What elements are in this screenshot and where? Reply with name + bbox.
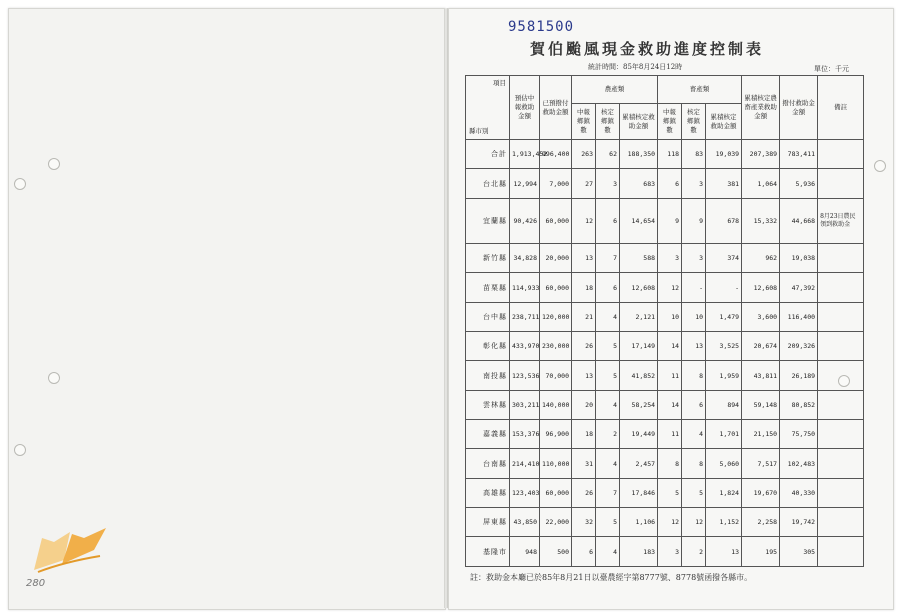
binder-hole [48, 372, 60, 384]
value-cell: 209,326 [780, 332, 818, 361]
progress-table [465, 75, 864, 567]
value-cell: 2 [596, 420, 620, 449]
value-cell: 1,959 [706, 361, 742, 390]
value-cell: 47,392 [780, 273, 818, 302]
value-cell: 17,149 [620, 332, 658, 361]
value-cell: 230,000 [540, 332, 572, 361]
value-cell: 783,411 [780, 140, 818, 169]
value-cell: 303,211 [510, 390, 540, 419]
value-cell: - [682, 273, 706, 302]
value-cell: 15,332 [742, 198, 780, 243]
value-cell: 116,400 [780, 302, 818, 331]
header-agri-reported: 中報鄉鎮數 [572, 104, 596, 140]
value-cell: 214,410 [510, 449, 540, 478]
value-cell: 683 [620, 169, 658, 198]
value-cell: 18 [572, 273, 596, 302]
value-cell: 12,994 [510, 169, 540, 198]
value-cell: 894 [706, 390, 742, 419]
value-cell: 1,106 [620, 508, 658, 537]
remark-cell [818, 478, 864, 507]
value-cell: 19,449 [620, 420, 658, 449]
remark-cell [818, 449, 864, 478]
serial-number: 9581500 [508, 19, 575, 35]
table-body [466, 140, 864, 567]
table-row [466, 478, 864, 507]
table-row [466, 332, 864, 361]
value-cell: 14,654 [620, 198, 658, 243]
table-row [466, 537, 864, 567]
value-cell: 123,536 [510, 361, 540, 390]
value-cell: 10 [658, 302, 682, 331]
value-cell: 5,060 [706, 449, 742, 478]
value-cell: 207,389 [742, 140, 780, 169]
header-livestock-reported: 中報鄉鎮數 [658, 104, 682, 140]
value-cell: 58,254 [620, 390, 658, 419]
table-row [466, 302, 864, 331]
value-cell: 12 [658, 508, 682, 537]
value-cell: 588 [620, 244, 658, 273]
county-cell: 合計 [466, 140, 510, 169]
value-cell: 26 [572, 478, 596, 507]
value-cell: 10 [682, 302, 706, 331]
header-total-approved: 累積核定農畜產業救助金額 [742, 76, 780, 140]
value-cell: 263 [572, 140, 596, 169]
value-cell: 12 [572, 198, 596, 243]
value-cell: 32 [572, 508, 596, 537]
value-cell: 6 [596, 198, 620, 243]
value-cell: 19,670 [742, 478, 780, 507]
value-cell: 12,608 [620, 273, 658, 302]
value-cell: 75,750 [780, 420, 818, 449]
value-cell: 962 [742, 244, 780, 273]
value-cell: 8 [658, 449, 682, 478]
value-cell: 2 [682, 537, 706, 567]
binder-hole [48, 158, 60, 170]
county-cell: 台中縣 [466, 302, 510, 331]
value-cell: 6 [682, 390, 706, 419]
value-cell: 374 [706, 244, 742, 273]
value-cell: 14 [658, 390, 682, 419]
value-cell: 9 [658, 198, 682, 243]
value-cell: 381 [706, 169, 742, 198]
value-cell: 102,483 [780, 449, 818, 478]
value-cell: 13 [706, 537, 742, 567]
value-cell: 31 [572, 449, 596, 478]
table-row [466, 244, 864, 273]
value-cell: 1,479 [706, 302, 742, 331]
value-cell: 1,701 [706, 420, 742, 449]
value-cell: 1,064 [742, 169, 780, 198]
binder-hole [14, 178, 26, 190]
county-cell: 屏東縣 [466, 508, 510, 537]
value-cell: 21,150 [742, 420, 780, 449]
header-agri-approved: 核定鄉鎮數 [596, 104, 620, 140]
value-cell: 5 [658, 478, 682, 507]
remark-cell [818, 244, 864, 273]
value-cell: 41,852 [620, 361, 658, 390]
value-cell: 43,811 [742, 361, 780, 390]
value-cell: 7 [596, 244, 620, 273]
remark-cell [818, 390, 864, 419]
footnote: 註：救助金本廳已於85年8月21日以臺農經字第8777號、8778號函撥各縣市。 [470, 573, 753, 582]
value-cell: 12 [682, 508, 706, 537]
value-cell: 118 [658, 140, 682, 169]
value-cell: 9 [682, 198, 706, 243]
value-cell: 60,000 [540, 478, 572, 507]
value-cell: 3 [658, 537, 682, 567]
remark-cell [818, 302, 864, 331]
value-cell: 3 [682, 244, 706, 273]
binder-hole [14, 444, 26, 456]
header-livestock-approved: 核定鄉鎮數 [682, 104, 706, 140]
header-allocated: 已預撥付救助金額 [540, 76, 572, 140]
value-cell: 18 [572, 420, 596, 449]
value-cell: 110,000 [540, 449, 572, 478]
value-cell: 26,189 [780, 361, 818, 390]
value-cell: 5 [596, 508, 620, 537]
value-cell: 948 [510, 537, 540, 567]
remark-cell [818, 169, 864, 198]
value-cell: 114,933 [510, 273, 540, 302]
value-cell: 62 [596, 140, 620, 169]
value-cell: 6 [572, 537, 596, 567]
value-cell: 17,846 [620, 478, 658, 507]
remark-cell [818, 420, 864, 449]
value-cell: 11 [658, 420, 682, 449]
county-cell: 基隆市 [466, 537, 510, 567]
value-cell: 80,852 [780, 390, 818, 419]
header-disbursed: 撥付救助金金額 [780, 76, 818, 140]
table-row [466, 420, 864, 449]
value-cell: 1,913,452 [510, 140, 540, 169]
value-cell: 13 [572, 244, 596, 273]
value-cell: 40,330 [780, 478, 818, 507]
value-cell: 3 [658, 244, 682, 273]
value-cell: 34,828 [510, 244, 540, 273]
value-cell: 26 [572, 332, 596, 361]
value-cell: 120,000 [540, 302, 572, 331]
value-cell: 27 [572, 169, 596, 198]
value-cell: 60,000 [540, 198, 572, 243]
value-cell: 123,403 [510, 478, 540, 507]
table-row [466, 361, 864, 390]
value-cell: 5,936 [780, 169, 818, 198]
value-cell: 12 [658, 273, 682, 302]
value-cell: 43,850 [510, 508, 540, 537]
county-cell: 苗栗縣 [466, 273, 510, 302]
value-cell: 140,000 [540, 390, 572, 419]
value-cell: 59,148 [742, 390, 780, 419]
value-cell: 3 [596, 169, 620, 198]
value-cell: 44,668 [780, 198, 818, 243]
county-cell: 台南縣 [466, 449, 510, 478]
county-cell: 嘉義縣 [466, 420, 510, 449]
value-cell: 4 [596, 449, 620, 478]
value-cell: 305 [780, 537, 818, 567]
value-cell: 19,038 [780, 244, 818, 273]
value-cell: 13 [572, 361, 596, 390]
value-cell: 678 [706, 198, 742, 243]
value-cell: 90,426 [510, 198, 540, 243]
value-cell: 13 [682, 332, 706, 361]
remark-cell [818, 273, 864, 302]
value-cell: 996,400 [540, 140, 572, 169]
value-cell: 19,039 [706, 140, 742, 169]
value-cell: 195 [742, 537, 780, 567]
value-cell: 20,000 [540, 244, 572, 273]
county-cell: 高雄縣 [466, 478, 510, 507]
remark-cell [818, 332, 864, 361]
value-cell: 238,711 [510, 302, 540, 331]
value-cell: 96,900 [540, 420, 572, 449]
value-cell: 3 [682, 169, 706, 198]
value-cell: 153,376 [510, 420, 540, 449]
header-livestock-amount: 累積核定救助金額 [706, 104, 742, 140]
county-cell: 雲林縣 [466, 390, 510, 419]
value-cell: 8 [682, 361, 706, 390]
county-cell: 新竹縣 [466, 244, 510, 273]
value-cell: 5 [596, 361, 620, 390]
table-row [466, 273, 864, 302]
value-cell: 433,970 [510, 332, 540, 361]
value-cell: 4 [682, 420, 706, 449]
remark-cell: 8月23日農民領到救助金 [818, 198, 864, 243]
value-cell: 21 [572, 302, 596, 331]
archive-logo-icon [24, 520, 120, 580]
county-cell: 台北縣 [466, 169, 510, 198]
value-cell: 1,152 [706, 508, 742, 537]
value-cell: 5 [596, 332, 620, 361]
county-cell: 宜蘭縣 [466, 198, 510, 243]
county-cell: 彰化縣 [466, 332, 510, 361]
value-cell: 60,000 [540, 273, 572, 302]
value-cell: 4 [596, 302, 620, 331]
value-cell: 11 [658, 361, 682, 390]
county-cell: 南投縣 [466, 361, 510, 390]
header-item-county: 項目 縣市別 [466, 76, 510, 140]
header-agri-group: 農產類 [572, 76, 658, 104]
document-title: 賀伯颱風現金救助進度控制表 [530, 40, 765, 58]
value-cell: 183 [620, 537, 658, 567]
value-cell: 19,742 [780, 508, 818, 537]
header-estimated: 預估中報救助金額 [510, 76, 540, 140]
header-remarks: 備註 [818, 76, 864, 140]
binder-hole [874, 160, 886, 172]
value-cell: 500 [540, 537, 572, 567]
table-row [466, 508, 864, 537]
value-cell: 1,824 [706, 478, 742, 507]
value-cell: 7,000 [540, 169, 572, 198]
handwritten-page-number: 280 [26, 578, 46, 589]
value-cell: 7 [596, 478, 620, 507]
unit-label: 單位：千元 [814, 65, 849, 73]
value-cell: 3,525 [706, 332, 742, 361]
table-row [466, 140, 864, 169]
value-cell: 8 [682, 449, 706, 478]
value-cell: 2,121 [620, 302, 658, 331]
table-row [466, 198, 864, 243]
value-cell: 6 [658, 169, 682, 198]
remark-cell [818, 140, 864, 169]
value-cell: 188,350 [620, 140, 658, 169]
table-row [466, 390, 864, 419]
value-cell: - [706, 273, 742, 302]
header-livestock-group: 畜產類 [658, 76, 742, 104]
table-row [466, 169, 864, 198]
value-cell: 2,457 [620, 449, 658, 478]
value-cell: 22,000 [540, 508, 572, 537]
value-cell: 5 [682, 478, 706, 507]
value-cell: 7,517 [742, 449, 780, 478]
value-cell: 14 [658, 332, 682, 361]
value-cell: 4 [596, 537, 620, 567]
value-cell: 70,000 [540, 361, 572, 390]
value-cell: 12,608 [742, 273, 780, 302]
value-cell: 2,258 [742, 508, 780, 537]
value-cell: 4 [596, 390, 620, 419]
value-cell: 20 [572, 390, 596, 419]
header-agri-amount: 累積核定救助金額 [620, 104, 658, 140]
remark-cell [818, 361, 864, 390]
stats-time: 統計時間：85年8月24日12時 [588, 63, 683, 71]
value-cell: 83 [682, 140, 706, 169]
value-cell: 20,674 [742, 332, 780, 361]
value-cell: 6 [596, 273, 620, 302]
remark-cell [818, 508, 864, 537]
value-cell: 3,600 [742, 302, 780, 331]
table-row [466, 449, 864, 478]
remark-cell [818, 537, 864, 567]
